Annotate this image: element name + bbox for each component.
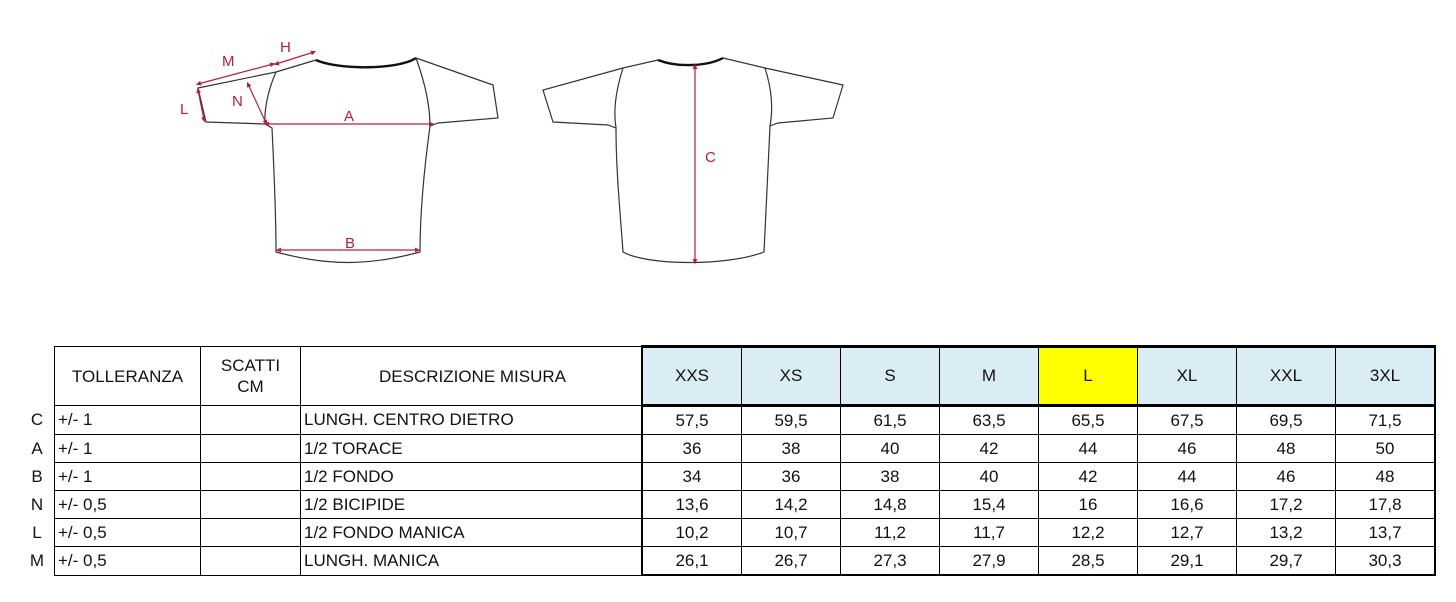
header-size-3xl: 3XL	[1336, 347, 1436, 406]
size-value-cell: 44	[1039, 435, 1138, 463]
size-value-cell: 69,5	[1237, 406, 1336, 435]
size-value-cell: 12,2	[1039, 519, 1138, 547]
size-value-cell: 42	[1039, 463, 1138, 491]
tolerance-cell: +/- 1	[55, 406, 201, 435]
table-row	[20, 463, 1435, 491]
size-value-cell: 42	[940, 435, 1039, 463]
row-letter: C	[30, 410, 44, 429]
size-value-cell: 16	[1039, 491, 1138, 519]
size-chart-table	[20, 345, 1436, 576]
table-row	[20, 519, 1435, 547]
row-letter: N	[30, 494, 44, 514]
measurement-diagram	[168, 30, 868, 300]
size-value-cell: 13,2	[1237, 519, 1336, 547]
description-cell: 1/2 BICIPIDE	[301, 491, 643, 519]
dim-line-n	[248, 84, 266, 123]
size-value-cell: 17,2	[1237, 491, 1336, 519]
label-h: H	[280, 39, 291, 56]
size-value-cell: 29,1	[1138, 547, 1237, 576]
size-value-cell: 10,7	[742, 519, 841, 547]
table-header-row	[20, 347, 1435, 406]
scatti-cell	[201, 519, 301, 547]
header-descrizione: DESCRIZIONE MISURA	[301, 347, 643, 406]
size-value-cell: 63,5	[940, 406, 1039, 435]
size-value-cell: 29,7	[1237, 547, 1336, 576]
header-scatti	[201, 347, 301, 406]
scatti-cell	[201, 491, 301, 519]
dim-line-l	[198, 90, 204, 120]
scatti-cell	[201, 463, 301, 491]
size-value-cell: 27,9	[940, 547, 1039, 576]
size-value-cell: 14,2	[742, 491, 841, 519]
table-row	[20, 547, 1435, 576]
size-value-cell: 40	[841, 435, 940, 463]
size-value-cell: 10,2	[642, 519, 742, 547]
description-cell: LUNGH. MANICA	[301, 547, 643, 576]
table-row	[20, 406, 1435, 435]
size-value-cell: 13,6	[642, 491, 742, 519]
header-tolleranza: TOLLERANZA	[55, 347, 201, 406]
header-size-l: L	[1039, 347, 1138, 406]
scatti-cell	[201, 406, 301, 435]
header-size-m: M	[940, 347, 1039, 406]
header-scatti-line2: CM	[237, 377, 264, 396]
size-value-cell: 11,7	[940, 519, 1039, 547]
label-c: C	[705, 149, 716, 166]
size-value-cell: 61,5	[841, 406, 940, 435]
size-value-cell: 67,5	[1138, 406, 1237, 435]
header-size-xxs: XXS	[642, 347, 742, 406]
table-row	[20, 491, 1435, 519]
size-value-cell: 34	[642, 463, 742, 491]
tolerance-cell: +/- 1	[55, 463, 201, 491]
description-cell: 1/2 TORACE	[301, 435, 643, 463]
size-value-cell: 38	[841, 463, 940, 491]
scatti-cell	[201, 547, 301, 576]
table-row	[20, 435, 1435, 463]
size-value-cell: 59,5	[742, 406, 841, 435]
row-letter: A	[31, 438, 43, 458]
label-l: L	[180, 101, 189, 118]
label-b: B	[345, 235, 356, 252]
size-value-cell: 30,3	[1336, 547, 1436, 576]
row-letter: B	[31, 466, 43, 486]
size-value-cell: 26,1	[642, 547, 742, 576]
tolerance-cell: +/- 0,5	[55, 519, 201, 547]
row-letter: M	[29, 550, 45, 570]
header-size-xxl: XXL	[1237, 347, 1336, 406]
size-value-cell: 65,5	[1039, 406, 1138, 435]
tshirt-diagram	[168, 30, 868, 300]
label-a: A	[344, 108, 355, 125]
size-value-cell: 38	[742, 435, 841, 463]
description-cell: LUNGH. CENTRO DIETRO	[301, 406, 643, 435]
size-value-cell: 14,8	[841, 491, 940, 519]
size-value-cell: 17,8	[1336, 491, 1436, 519]
tolerance-cell: +/- 0,5	[55, 491, 201, 519]
scatti-cell	[201, 435, 301, 463]
label-n: N	[232, 93, 243, 110]
size-value-cell: 36	[742, 463, 841, 491]
size-value-cell: 46	[1237, 463, 1336, 491]
size-value-cell: 28,5	[1039, 547, 1138, 576]
header-size-xs: XS	[742, 347, 841, 406]
size-value-cell: 27,3	[841, 547, 940, 576]
size-value-cell: 11,2	[841, 519, 940, 547]
size-value-cell: 15,4	[940, 491, 1039, 519]
size-value-cell: 13,7	[1336, 519, 1436, 547]
size-value-cell: 71,5	[1336, 406, 1436, 435]
size-value-cell: 36	[642, 435, 742, 463]
description-cell: 1/2 FONDO MANICA	[301, 519, 643, 547]
size-value-cell: 40	[940, 463, 1039, 491]
size-value-cell: 57,5	[642, 406, 742, 435]
size-value-cell: 48	[1237, 435, 1336, 463]
description-cell: 1/2 FONDO	[301, 463, 643, 491]
header-size-s: S	[841, 347, 940, 406]
header-size-xl: XL	[1138, 347, 1237, 406]
size-value-cell: 46	[1138, 435, 1237, 463]
size-value-cell: 50	[1336, 435, 1436, 463]
front-tshirt-outline	[198, 58, 498, 263]
size-value-cell: 16,6	[1138, 491, 1237, 519]
row-letter: L	[32, 522, 42, 542]
size-value-cell: 48	[1336, 463, 1436, 491]
size-value-cell: 26,7	[742, 547, 841, 576]
back-tshirt-outline	[543, 58, 843, 263]
tolerance-cell: +/- 1	[55, 435, 201, 463]
size-value-cell: 44	[1138, 463, 1237, 491]
corner-cell	[20, 347, 55, 406]
label-m: M	[222, 53, 235, 70]
header-scatti-line1: SCATTI	[220, 356, 281, 375]
size-value-cell: 12,7	[1138, 519, 1237, 547]
tolerance-cell: +/- 0,5	[55, 547, 201, 576]
dim-line-m	[198, 64, 273, 84]
